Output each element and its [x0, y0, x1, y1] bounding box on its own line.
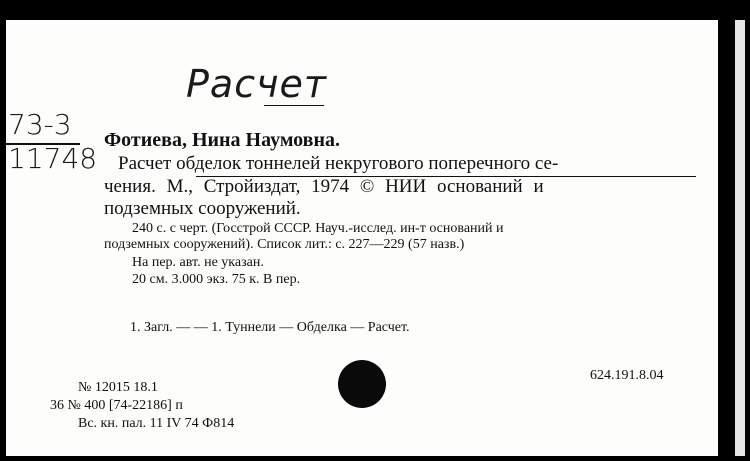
scan-border-right [718, 20, 750, 456]
handwritten-title-underline [264, 105, 324, 106]
title-line-1: Расчет обделок тоннелей некругового поперечного се- [118, 153, 559, 174]
handwritten-title: Расчет [186, 62, 328, 106]
subject-headings: 1. Загл. — — 1. Туннели — Обделка — Расчет. [130, 320, 410, 335]
description-line-1: 240 с. с черт. (Госстрой СССР. Науч.-исслед. ин-т оснований и [132, 221, 504, 236]
stamp-dot [338, 360, 386, 408]
title-line-3: подземных сооружений. [104, 198, 301, 219]
call-number-bottom: 11748 [8, 142, 98, 175]
title-line-2: чения. М., Стройиздат, 1974 © НИИ оснований и [104, 176, 544, 197]
footer-line-3: Вс. кн. пал. 11 IV 74 Ф814 [78, 416, 235, 431]
udc-number: 624.191.8.04 [590, 368, 664, 383]
description-line-4: 20 см. 3.000 экз. 75 к. В пер. [132, 272, 301, 287]
footer-line-1: № 12015 18.1 [78, 380, 158, 395]
call-number-top: 73-3 [8, 108, 72, 141]
scan-edge-strip [735, 20, 745, 456]
description-line-3: На пер. авт. не указан. [132, 255, 264, 270]
footer-line-2: 36 № 400 [74-22186] п [50, 398, 183, 413]
description-line-2: подземных сооружений). Список лит.: с. 227—229 (57 назв.) [104, 237, 465, 252]
author-heading: Фотиева, Нина Наумовна. [104, 129, 341, 151]
